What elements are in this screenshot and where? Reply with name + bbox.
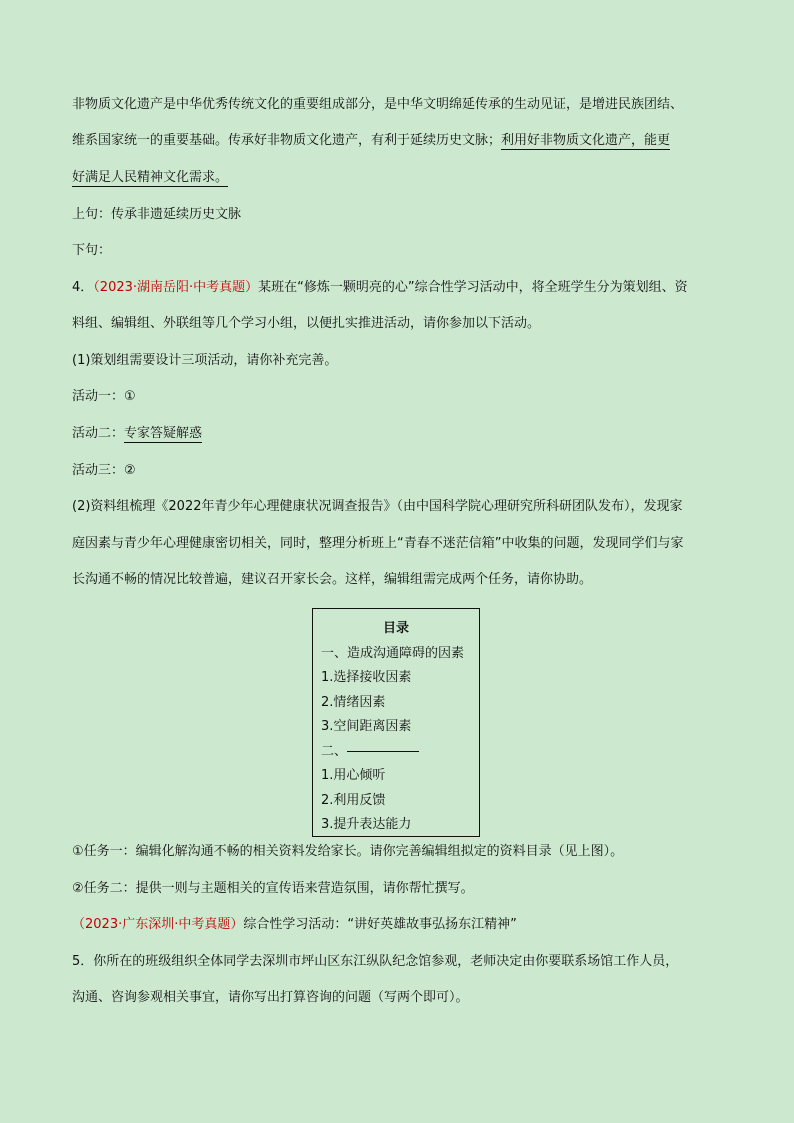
task2: ②任务二：提供一则与主题相关的宣传语来营造氛围，请你帮忙撰写。	[72, 881, 474, 896]
xiaju: 下句：	[72, 243, 112, 258]
para1-line2-b-underlined: 利用好非物质文化遗产，能更	[501, 133, 671, 148]
activity2-label: 活动二：	[72, 426, 125, 441]
toc-item-blank	[321, 740, 471, 765]
toc-item: 3.空间距离因素	[321, 719, 412, 734]
q4-number: 4．	[72, 280, 94, 295]
q5-source-open: （	[72, 917, 86, 932]
q4-source-open: （	[93, 280, 100, 295]
q5-line1: 5．你所在的班级组织全体同学去深圳市坪山区东江纵队纪念馆参观，老师决定由你要联系场馆工作人员，	[72, 954, 679, 969]
q5-header-text: 综合性学习活动：“讲好英雄故事弘扬东江精神”	[243, 917, 517, 932]
toc-item: 2.利用反馈	[321, 792, 386, 808]
activity1: 活动一：①	[72, 389, 136, 404]
q4-line1	[72, 279, 688, 297]
toc-box	[312, 608, 480, 837]
para1-line1: 非物质文化遗产是中华优秀传统文化的重要组成部分，是中华文明绵延传承的生动见证，是增进民族团结、	[72, 97, 684, 112]
shangju: 上句：传承非遗延续历史文脉	[72, 207, 242, 222]
activity2	[72, 425, 202, 443]
toc-item: 一、造成沟通障碍的因素	[321, 645, 465, 661]
q4-sub2-line2: 庭因素与青少年心理健康密切相关，同时，整理分析班上“青春不迷茫信箱”中收集的问题，发现同学们与家	[72, 536, 684, 551]
q5-source: 2023·广东深圳·中考真题	[85, 917, 231, 932]
para1-line2-a: 维系国家统一的重要基础。传承好非物质文化遗产，有利于延续历史文脉；	[72, 133, 502, 148]
q4-source-close: ）	[245, 280, 259, 295]
q4-source: 2023·湖南岳阳·中考真题	[99, 280, 246, 295]
q5-source-close: ）	[230, 917, 244, 932]
toc-item: 2.情绪因素	[321, 694, 386, 710]
q5-header	[72, 916, 517, 934]
toc-title: 目录	[382, 621, 409, 636]
q4-sub1: (1)策划组需要设计三项活动，请你补充完善。	[72, 353, 338, 368]
q4-text1: 某班在“修炼一颗明亮的心”综合性学习活动中，将全班学生分为策划组、资	[258, 280, 688, 295]
para1-line3	[72, 169, 228, 187]
toc-blank-line	[347, 751, 419, 752]
q4-sub2-line3: 长沟通不畅的情况比较普遍，建议召开家长会。这样，编辑组需完成两个任务，请你协助。	[72, 572, 593, 587]
task1: ①任务一：编辑化解沟通不畅的相关资料发给家长。请你完善编辑组拟定的资料目录（见上图）。	[72, 844, 624, 859]
q4-sub2-line1: (2)资料组梳理《2022年青少年心理健康状况调查报告》（由中国科学院心理研究所科研团队发布），发现家	[72, 499, 683, 514]
q4-line2: 料组、编辑组、外联组等几个学习小组，以便扎实推进活动，请你参加以下活动。	[72, 316, 541, 331]
toc-item: 1.选择接收因素	[321, 670, 412, 685]
para1-line3-underlined: 好满足人民精神文化需求。	[72, 170, 229, 185]
activity3: 活动三：②	[72, 463, 136, 478]
toc-item: 3.提升表达能力	[321, 817, 412, 832]
q5-line2: 沟通、咨询参观相关事宜，请你写出打算咨询的问题（写两个即可）。	[72, 990, 469, 1005]
toc-item-blank-label: 二、	[321, 743, 348, 759]
para1-line2	[72, 132, 670, 150]
activity2-value: 专家答疑解惑	[124, 426, 203, 441]
toc-item: 1.用心倾听	[321, 768, 386, 783]
